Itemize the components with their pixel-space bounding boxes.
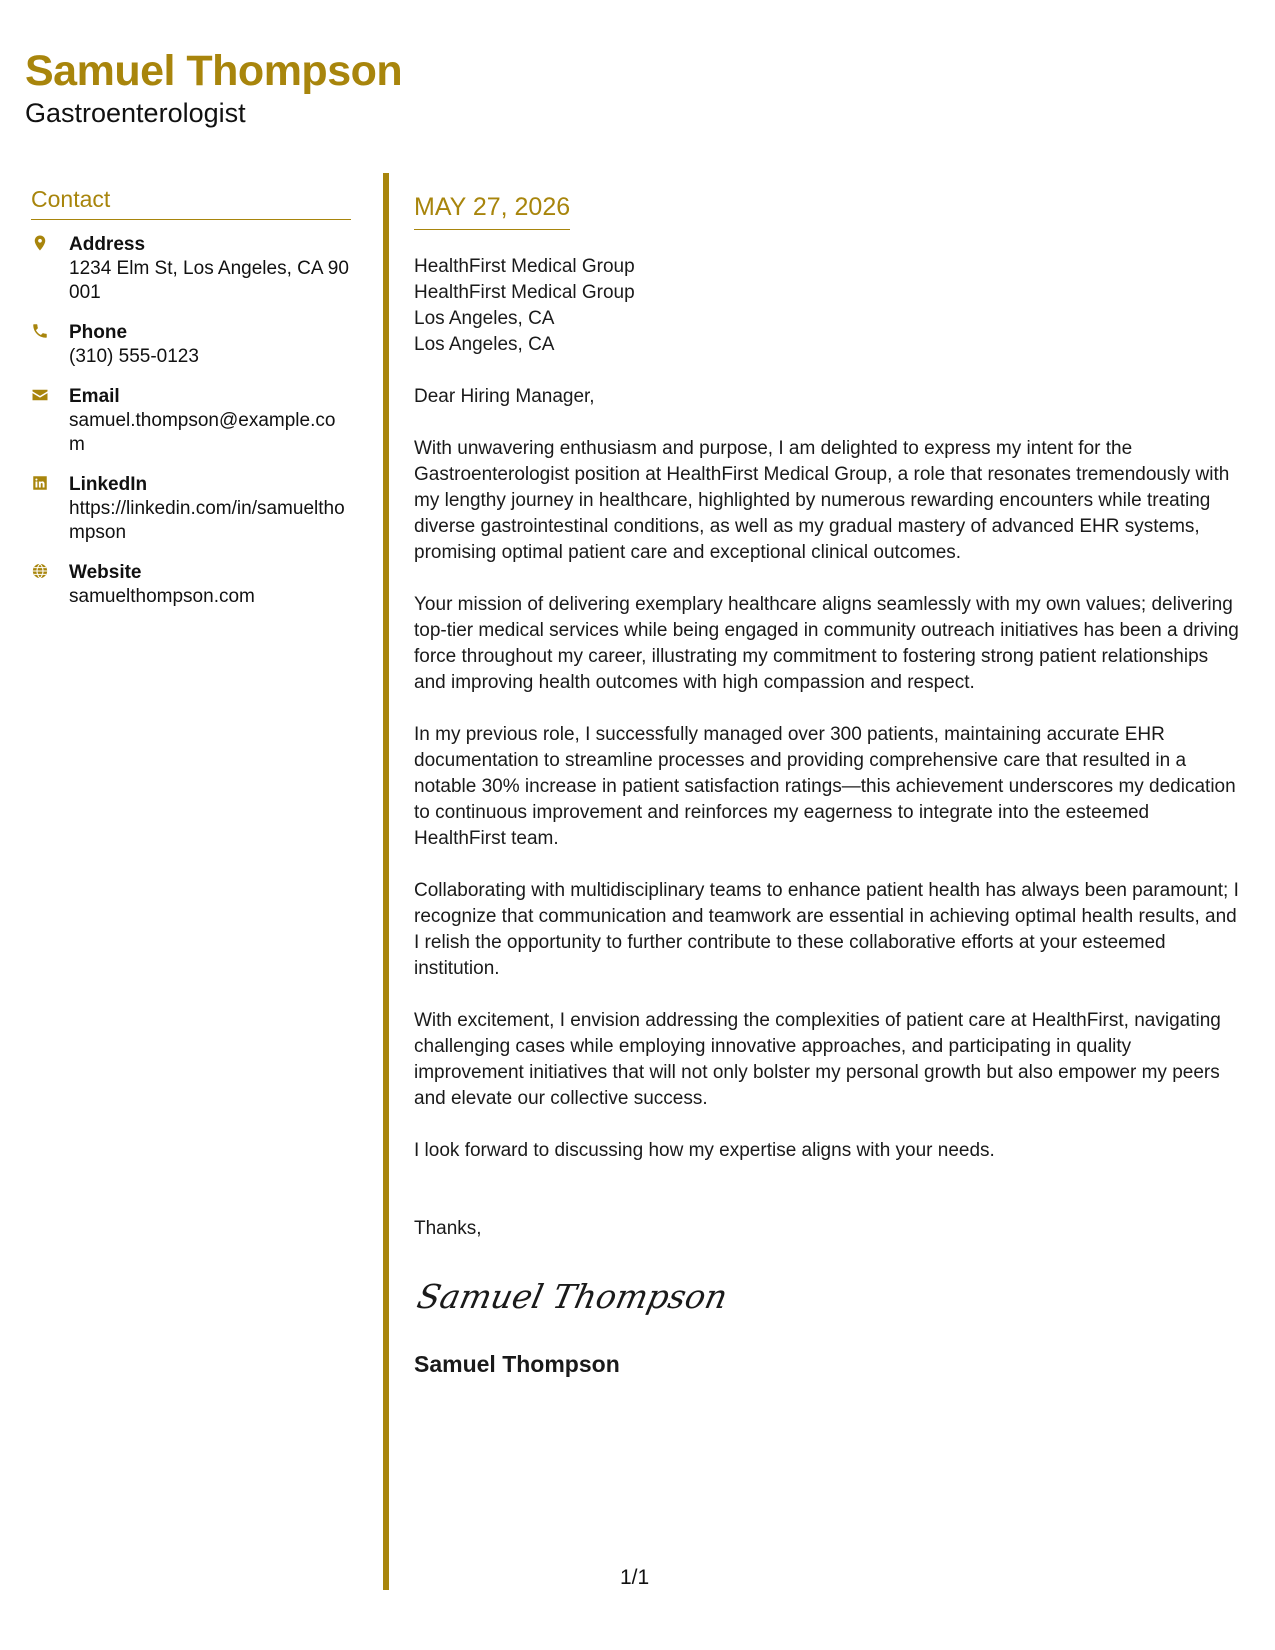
letter-date: MAY 27, 2026 xyxy=(414,192,570,230)
contact-item-email xyxy=(31,384,351,457)
contact-value-address: 1234 Elm St, Los Angeles, CA 90001 xyxy=(69,257,349,303)
recipient-line: HealthFirst Medical Group xyxy=(414,256,635,277)
salutation: Dear Hiring Manager, xyxy=(414,386,595,407)
contact-value-linkedin: https://linkedin.com/in/samuelthompson xyxy=(69,497,345,543)
contact-value-phone: (310) 555-0123 xyxy=(69,345,199,367)
closing: Thanks, xyxy=(414,1218,482,1239)
page-number: 1/1 xyxy=(620,1566,650,1589)
letter-paragraph: In my previous role, I successfully managed over 300 patients, maintaining accurate EHR documentation to streamline processes and providing comprehensive care that resulted in a notable 30% increase in patient satisfaction ratings—this achievement underscores my dedication to continuous improvement and reinforces my eagerness to integrate into the esteemed HealthFirst team. xyxy=(414,724,1236,849)
letter-body xyxy=(414,192,1244,1378)
map-pin-icon xyxy=(31,232,69,305)
contact-label-phone: Phone xyxy=(69,321,128,343)
recipient-line: Los Angeles, CA xyxy=(414,308,555,329)
contact-item-phone xyxy=(31,320,351,369)
contact-item-address xyxy=(31,232,351,305)
job-title: Gastroenterologist xyxy=(25,98,246,128)
contact-value-website: samuelthompson.com xyxy=(69,585,255,607)
letter-paragraph: Your mission of delivering exemplary healthcare aligns seamlessly with my own values; delivering top-tier medical services while being engaged in community outreach initiatives has been a driving force throughout my career, illustrating my commitment to fostering strong patient relationships and improving health outcomes with high compassion and respect. xyxy=(414,594,1239,693)
linkedin-icon xyxy=(31,472,69,545)
contact-value-email: samuel.thompson@example.com xyxy=(69,409,336,455)
phone-icon xyxy=(31,320,69,369)
signer-name: Samuel Thompson xyxy=(414,1351,620,1377)
contact-label-address: Address xyxy=(69,233,146,255)
recipient-block xyxy=(414,254,1244,358)
svg-text:Samuel Thompson: Samuel Thompson xyxy=(413,1277,731,1316)
contact-label-email: Email xyxy=(69,385,120,407)
envelope-icon xyxy=(31,384,69,457)
recipient-line: Los Angeles, CA xyxy=(414,334,555,355)
contact-sidebar xyxy=(31,186,351,624)
contact-item-linkedin xyxy=(31,472,351,545)
contact-label-linkedin: LinkedIn xyxy=(69,473,148,495)
globe-icon xyxy=(31,560,69,609)
letter-paragraph: Collaborating with multidisciplinary teams to enhance patient health has always been paramount; I recognize that communication and teamwork are essential in achieving optimal health results, and I relish the opportunity to further contribute to these collaborative efforts at your esteemed institution. xyxy=(414,880,1239,979)
letter-paragraph: With excitement, I envision addressing the complexities of patient care at HealthFirst, navigating challenging cases while employing innovative approaches, and participating in quality improvement initiatives that will not only bolster my personal growth but also empower my peers and elevate our collective success. xyxy=(414,1010,1221,1109)
handwritten-signature xyxy=(414,1268,1244,1328)
recipient-line: HealthFirst Medical Group xyxy=(414,282,635,303)
contact-heading: Contact xyxy=(31,186,351,220)
letter-paragraph: With unwavering enthusiasm and purpose, I am delighted to express my intent for the Gastroenterologist position at HealthFirst Medical Group, a role that resonates tremendously with my lengthy journey in healthcare, highlighted by numerous rewarding encounters while treating diverse gastrointestinal conditions, as well as my gradual mastery of advanced EHR systems, promising optimal patient care and exceptional clinical outcomes. xyxy=(414,438,1230,563)
contact-label-website: Website xyxy=(69,561,142,583)
contact-item-website xyxy=(31,560,351,609)
applicant-name: Samuel Thompson xyxy=(25,47,403,95)
vertical-divider xyxy=(383,173,389,1590)
letter-paragraph: I look forward to discussing how my expertise aligns with your needs. xyxy=(414,1140,995,1161)
